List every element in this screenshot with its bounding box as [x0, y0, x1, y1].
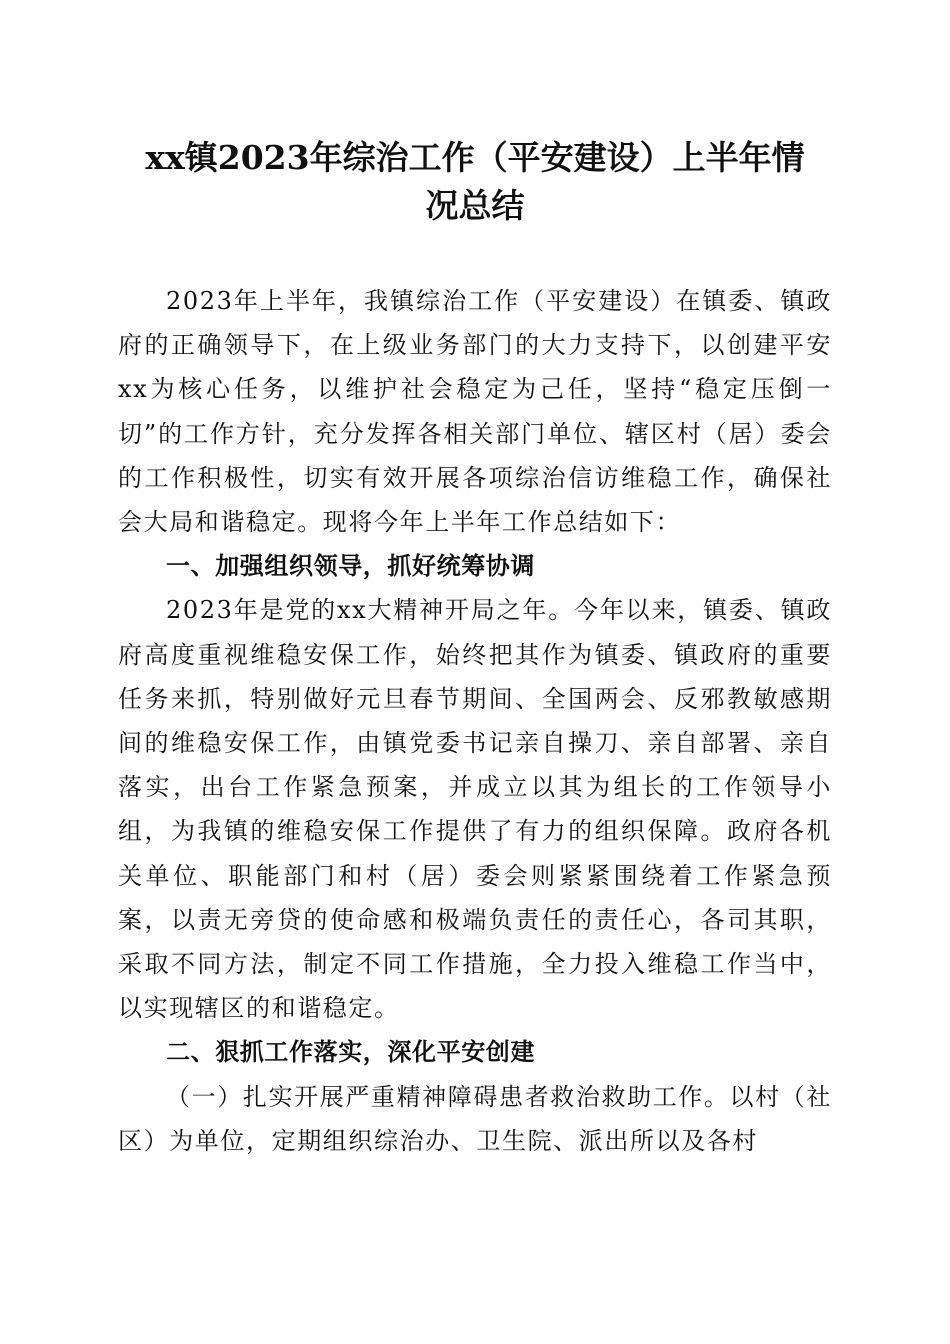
document-title-line-2: 况总结 — [425, 186, 525, 225]
section-2-heading: 二、狠抓工作落实，深化平安创建 — [166, 1038, 535, 1067]
document-title-line-1: xx镇2023年综治工作（平安建设）上半年情 — [145, 138, 805, 177]
intro-paragraph: 2023年上半年，我镇综治工作（平安建设）在镇委、镇政府的正确领导下，在上级业务部门的大力支持下，以创建平安xx为核心任务，以维护社会稳定为己任，坚持“稳定压倒一切”的工作方针，充分发挥各相关部门单位、辖区村（居）委会的工作积极性，切实有效开展各项综治信访维稳工作，确保社会大局和谐稳定。现将今年上半年工作总结如下： — [118, 287, 832, 537]
section-2-paragraph: （一）扎实开展严重精神障碍患者救治救助工作。以村（社区）为单位，定期组织综治办、卫生院、派出所以及各村 — [118, 1082, 832, 1155]
document-title — [100, 134, 850, 230]
section-1-heading: 一、加强组织领导，抓好统筹协调 — [166, 552, 535, 581]
document-body — [118, 279, 832, 1163]
section-1-paragraph: 2023年是党的xx大精神开局之年。今年以来，镇委、镇政府高度重视维稳安保工作，始终把其作为镇委、镇政府的重要任务来抓，特别做好元旦春节期间、全国两会、反邪教敏感期间的维稳安保工作，由镇党委书记亲自操刀、亲自部署、亲自落实，出台工作紧急预案，并成立以其为组长的工作领导小组，为我镇的维稳安保工作提供了有力的组织保障。政府各机关单位、职能部门和村（居）委会则紧紧围绕着工作紧急预案，以责无旁贷的使命感和极端负责任的责任心，各司其职，采取不同方法，制定不同工作措施，全力投入维稳工作当中，以实现辖区的和谐稳定。 — [118, 596, 832, 1023]
